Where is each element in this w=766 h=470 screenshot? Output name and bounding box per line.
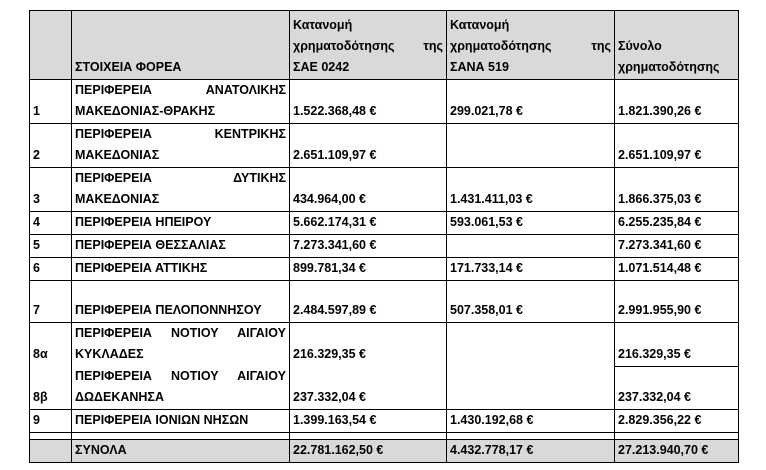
row-total: 2.991.955,90 € — [615, 281, 739, 323]
table-row — [30, 212, 739, 235]
row-sae: 5.662.174,31 € — [290, 212, 447, 235]
row-total: 216.329,35 € — [615, 323, 739, 367]
table-row — [30, 80, 739, 124]
table-row — [30, 410, 739, 433]
table-row — [30, 258, 739, 281]
row-entity: ΠΕΡΙΦΕΡΕΙΑ ΝΟΤΙΟΥ ΑΙΓΑΙΟΥ ΚΥΚΛΑΔΕΣ — [72, 323, 290, 367]
row-number: 9 — [30, 410, 72, 433]
totals-number — [30, 440, 72, 463]
row-number: 1 — [30, 80, 72, 124]
spacer-cell — [30, 433, 72, 440]
spacer-cell — [72, 433, 290, 440]
spacer-cell — [615, 433, 739, 440]
row-sae: 2.484.597,89 € — [290, 281, 447, 323]
row-number: 5 — [30, 235, 72, 258]
row-sae: 899.781,34 € — [290, 258, 447, 281]
table-row — [30, 281, 739, 323]
spacer-row — [30, 433, 739, 440]
totals-sana: 4.432.778,17 € — [447, 440, 615, 463]
row-sana: 171.733,14 € — [447, 258, 615, 281]
table-row — [30, 366, 739, 410]
row-sana — [447, 124, 615, 168]
row-total: 6.255.235,84 € — [615, 212, 739, 235]
row-entity: ΠΕΡΙΦΕΡΕΙΑ ΠΕΛΟΠΟΝΝΗΣΟΥ — [72, 281, 290, 323]
header-total: Σύνολο χρηματοδότησης — [615, 11, 739, 80]
row-sana: 593.061,53 € — [447, 212, 615, 235]
row-number: 2 — [30, 124, 72, 168]
totals-sae: 22.781.162,50 € — [290, 440, 447, 463]
row-sana: 299.021,78 € — [447, 80, 615, 124]
row-total: 1.821.390,26 € — [615, 80, 739, 124]
row-sae: 1.522.368,48 € — [290, 80, 447, 124]
row-entity: ΠΕΡΙΦΕΡΕΙΑ ΔΥΤΙΚΗΣ ΜΑΚΕΔΟΝΙΑΣ — [72, 168, 290, 212]
row-sana: 1.431.411,03 € — [447, 168, 615, 212]
row-number: 4 — [30, 212, 72, 235]
header-sana: Κατανομή χρηματοδότησης της ΣΑΝΑ 519 — [447, 11, 615, 80]
row-entity: ΠΕΡΙΦΕΡΕΙΑ ΙΟΝΙΩΝ ΝΗΣΩΝ — [72, 410, 290, 433]
row-sana — [447, 366, 615, 410]
row-total: 2.829.356,22 € — [615, 410, 739, 433]
row-entity: ΠΕΡΙΦΕΡΕΙΑ ΑΤΤΙΚΗΣ — [72, 258, 290, 281]
table-row — [30, 235, 739, 258]
header-entity: ΣΤΟΙΧΕΙΑ ΦΟΡΕΑ — [72, 11, 290, 80]
table-row — [30, 124, 739, 168]
row-number: 3 — [30, 168, 72, 212]
row-sana: 507.358,01 € — [447, 281, 615, 323]
row-sana — [447, 323, 615, 367]
row-number: 8β — [30, 366, 72, 410]
row-total: 237.332,04 € — [615, 366, 739, 410]
row-sae: 237.332,04 € — [290, 366, 447, 410]
table-row — [30, 168, 739, 212]
row-total: 7.273.341,60 € — [615, 235, 739, 258]
row-number: 8α — [30, 323, 72, 367]
row-total: 1.071.514,48 € — [615, 258, 739, 281]
row-number: 6 — [30, 258, 72, 281]
row-total: 2.651.109,97 € — [615, 124, 739, 168]
row-number: 7 — [30, 281, 72, 323]
row-entity: ΠΕΡΙΦΕΡΕΙΑ ΚΕΝΤΡΙΚΗΣ ΜΑΚΕΔΟΝΙΑΣ — [72, 124, 290, 168]
row-sae: 434.964,00 € — [290, 168, 447, 212]
totals-label: ΣΥΝΟΛΑ — [72, 440, 290, 463]
row-sae: 2.651.109,97 € — [290, 124, 447, 168]
header-num — [30, 11, 72, 80]
funding-table-container — [29, 10, 739, 463]
row-entity: ΠΕΡΙΦΕΡΕΙΑ ΝΟΤΙΟΥ ΑΙΓΑΙΟΥ ΔΩΔΕΚΑΝΗΣΑ — [72, 366, 290, 410]
row-sana — [447, 235, 615, 258]
row-entity: ΠΕΡΙΦΕΡΕΙΑ ΑΝΑΤΟΛΙΚΗΣ ΜΑΚΕΔΟΝΙΑΣ-ΘΡΑΚΗΣ — [72, 80, 290, 124]
totals-total: 27.213.940,70 € — [615, 440, 739, 463]
row-sae: 1.399.163,54 € — [290, 410, 447, 433]
spacer-cell — [447, 433, 615, 440]
totals-row — [30, 440, 739, 463]
header-row — [30, 11, 739, 80]
row-entity: ΠΕΡΙΦΕΡΕΙΑ ΗΠΕΙΡΟΥ — [72, 212, 290, 235]
row-total: 1.866.375,03 € — [615, 168, 739, 212]
funding-table — [29, 10, 739, 463]
header-sae: Κατανομή χρηματοδότησης της ΣΑΕ 0242 — [290, 11, 447, 80]
row-entity: ΠΕΡΙΦΕΡΕΙΑ ΘΕΣΣΑΛΙΑΣ — [72, 235, 290, 258]
spacer-cell — [290, 433, 447, 440]
row-sae: 216.329,35 € — [290, 323, 447, 367]
row-sana: 1.430.192,68 € — [447, 410, 615, 433]
table-row — [30, 323, 739, 367]
row-sae: 7.273.341,60 € — [290, 235, 447, 258]
